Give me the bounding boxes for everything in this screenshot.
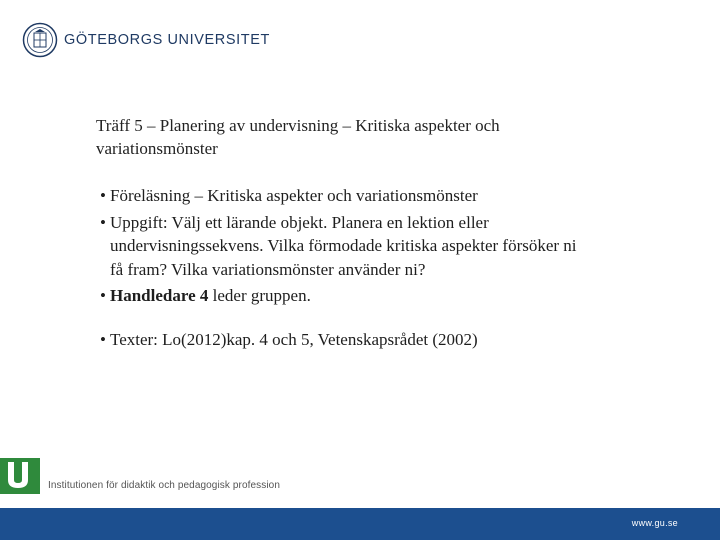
footer-url-link[interactable]: www.gu.se [631,518,678,528]
bullet-text-line: undervisningssekvens. Vilka förmodade kritiska aspekter försöker ni [110,236,577,255]
footer-bar [0,508,720,540]
bullet-text: leder gruppen. [208,286,311,305]
bullet-dot-icon: • [100,286,106,305]
bullet-dot-icon: • [100,212,106,232]
university-name: GÖTEBORGS UNIVERSITET [64,32,270,48]
bullet-item-texts [100,328,680,352]
bullet-item-assignment [100,211,680,282]
bullet-dot-icon: • [100,186,106,205]
bullet-list [100,184,680,354]
bullet-dot-icon: • [100,329,106,349]
title-line-2: variationsmönster [96,139,218,158]
bullet-text-line: Uppgift: Välj ett lärande objekt. Planera en lektion eller [110,212,489,232]
institution-name: Institutionen för didaktik och pedagogisk profession [48,480,281,491]
slide-title [96,114,656,160]
bullet-text: Texter: Lo(2012)kap. 4 och 5, Vetenskapsrådet (2002) [110,329,478,349]
supervisor-name: Handledare 4 [110,286,209,305]
bullet-text-line: få fram? Vilka variationsmönster använder ni? [110,259,426,279]
title-line-1: Träff 5 – Planering av undervisning – Kritiska aspekter och [96,116,500,135]
bullet-item-supervisor [100,284,680,308]
bullet-item-lecture [100,184,680,208]
university-logo [22,22,270,58]
bullet-text: Föreläsning – Kritiska aspekter och variationsmönster [110,186,478,205]
university-seal-icon [22,22,58,58]
institution-logo-icon [0,458,40,494]
